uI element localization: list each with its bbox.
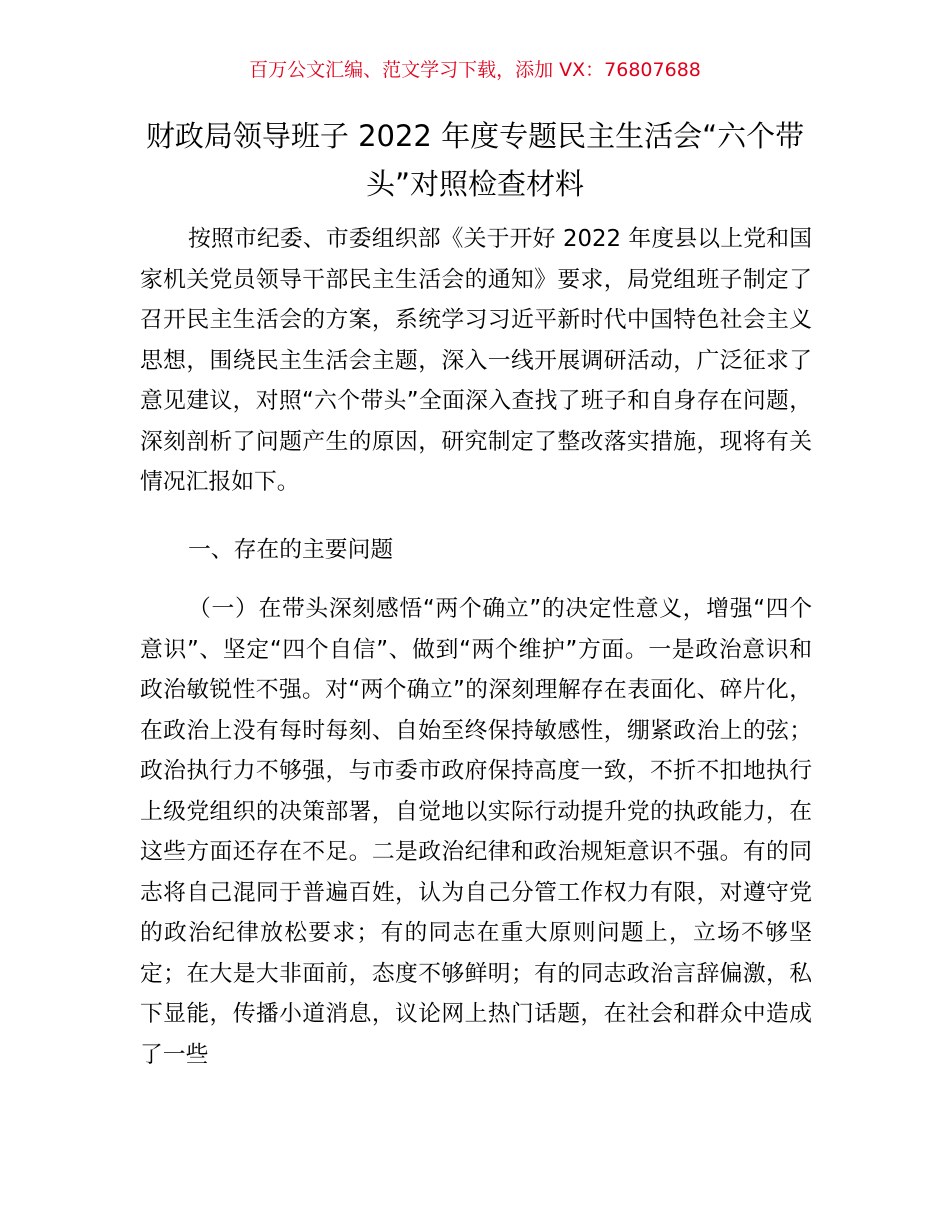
document-title: 财政局领导班子 2022 年度专题民主生活会“六个带头”对照检查材料 [145,119,805,201]
section-paragraph: （一）在带头深刻感悟“两个确立”的决定性意义，增强“四个意识”、坚定“四个自信”、做到“两个维护”方面。一是政治意识和政治敏锐性不强。对“两个确立”的深刻理解存在表面化、碎片化，在政治上没有每时每刻、自始至终保持敏感性，绷紧政治上的弦；政治执行力不够强，与市委市政府保持高度一致，不折不扣地执行上级党组织的决策部署，自觉地以实际行动提升党的执政能力，在这些方面还存在不足。二是政治纪律和政治规矩意识不强。有的同志将自己混同于普遍百姓，认为自己分管工作权力有限，对遵守党的政治纪律放松要求；有的同志在重大原则问题上，立场不够坚定；在大是大非面前，态度不够鲜明；有的同志政治言辞偏激，私下显能，传播小道消息，议论网上热门话题，在社会和群众中造成了一些 [140,596,812,1068]
intro-paragraph: 按照市纪委、市委组织部《关于开好 2022 年度县以上党和国家机关党员领导干部民主生活会的通知》要求，局党组班子制定了召开民主生活会的方案，系统学习习近平新时代中国特色社会主义思想，围绕民主生活会主题，深入一线开展调研活动，广泛征求了意见建议，对照“六个带头”全面深入查找了班子和自身存在问题，深刻剖析了问题产生的原因，研究制定了整改落实措施，现将有关情况汇报如下。 [140,226,812,495]
promo-banner: 百万公文汇编、范文学习下载，添加 VX：76807688 [249,59,701,81]
section-heading: 一、存在的主要问题 [188,537,394,563]
